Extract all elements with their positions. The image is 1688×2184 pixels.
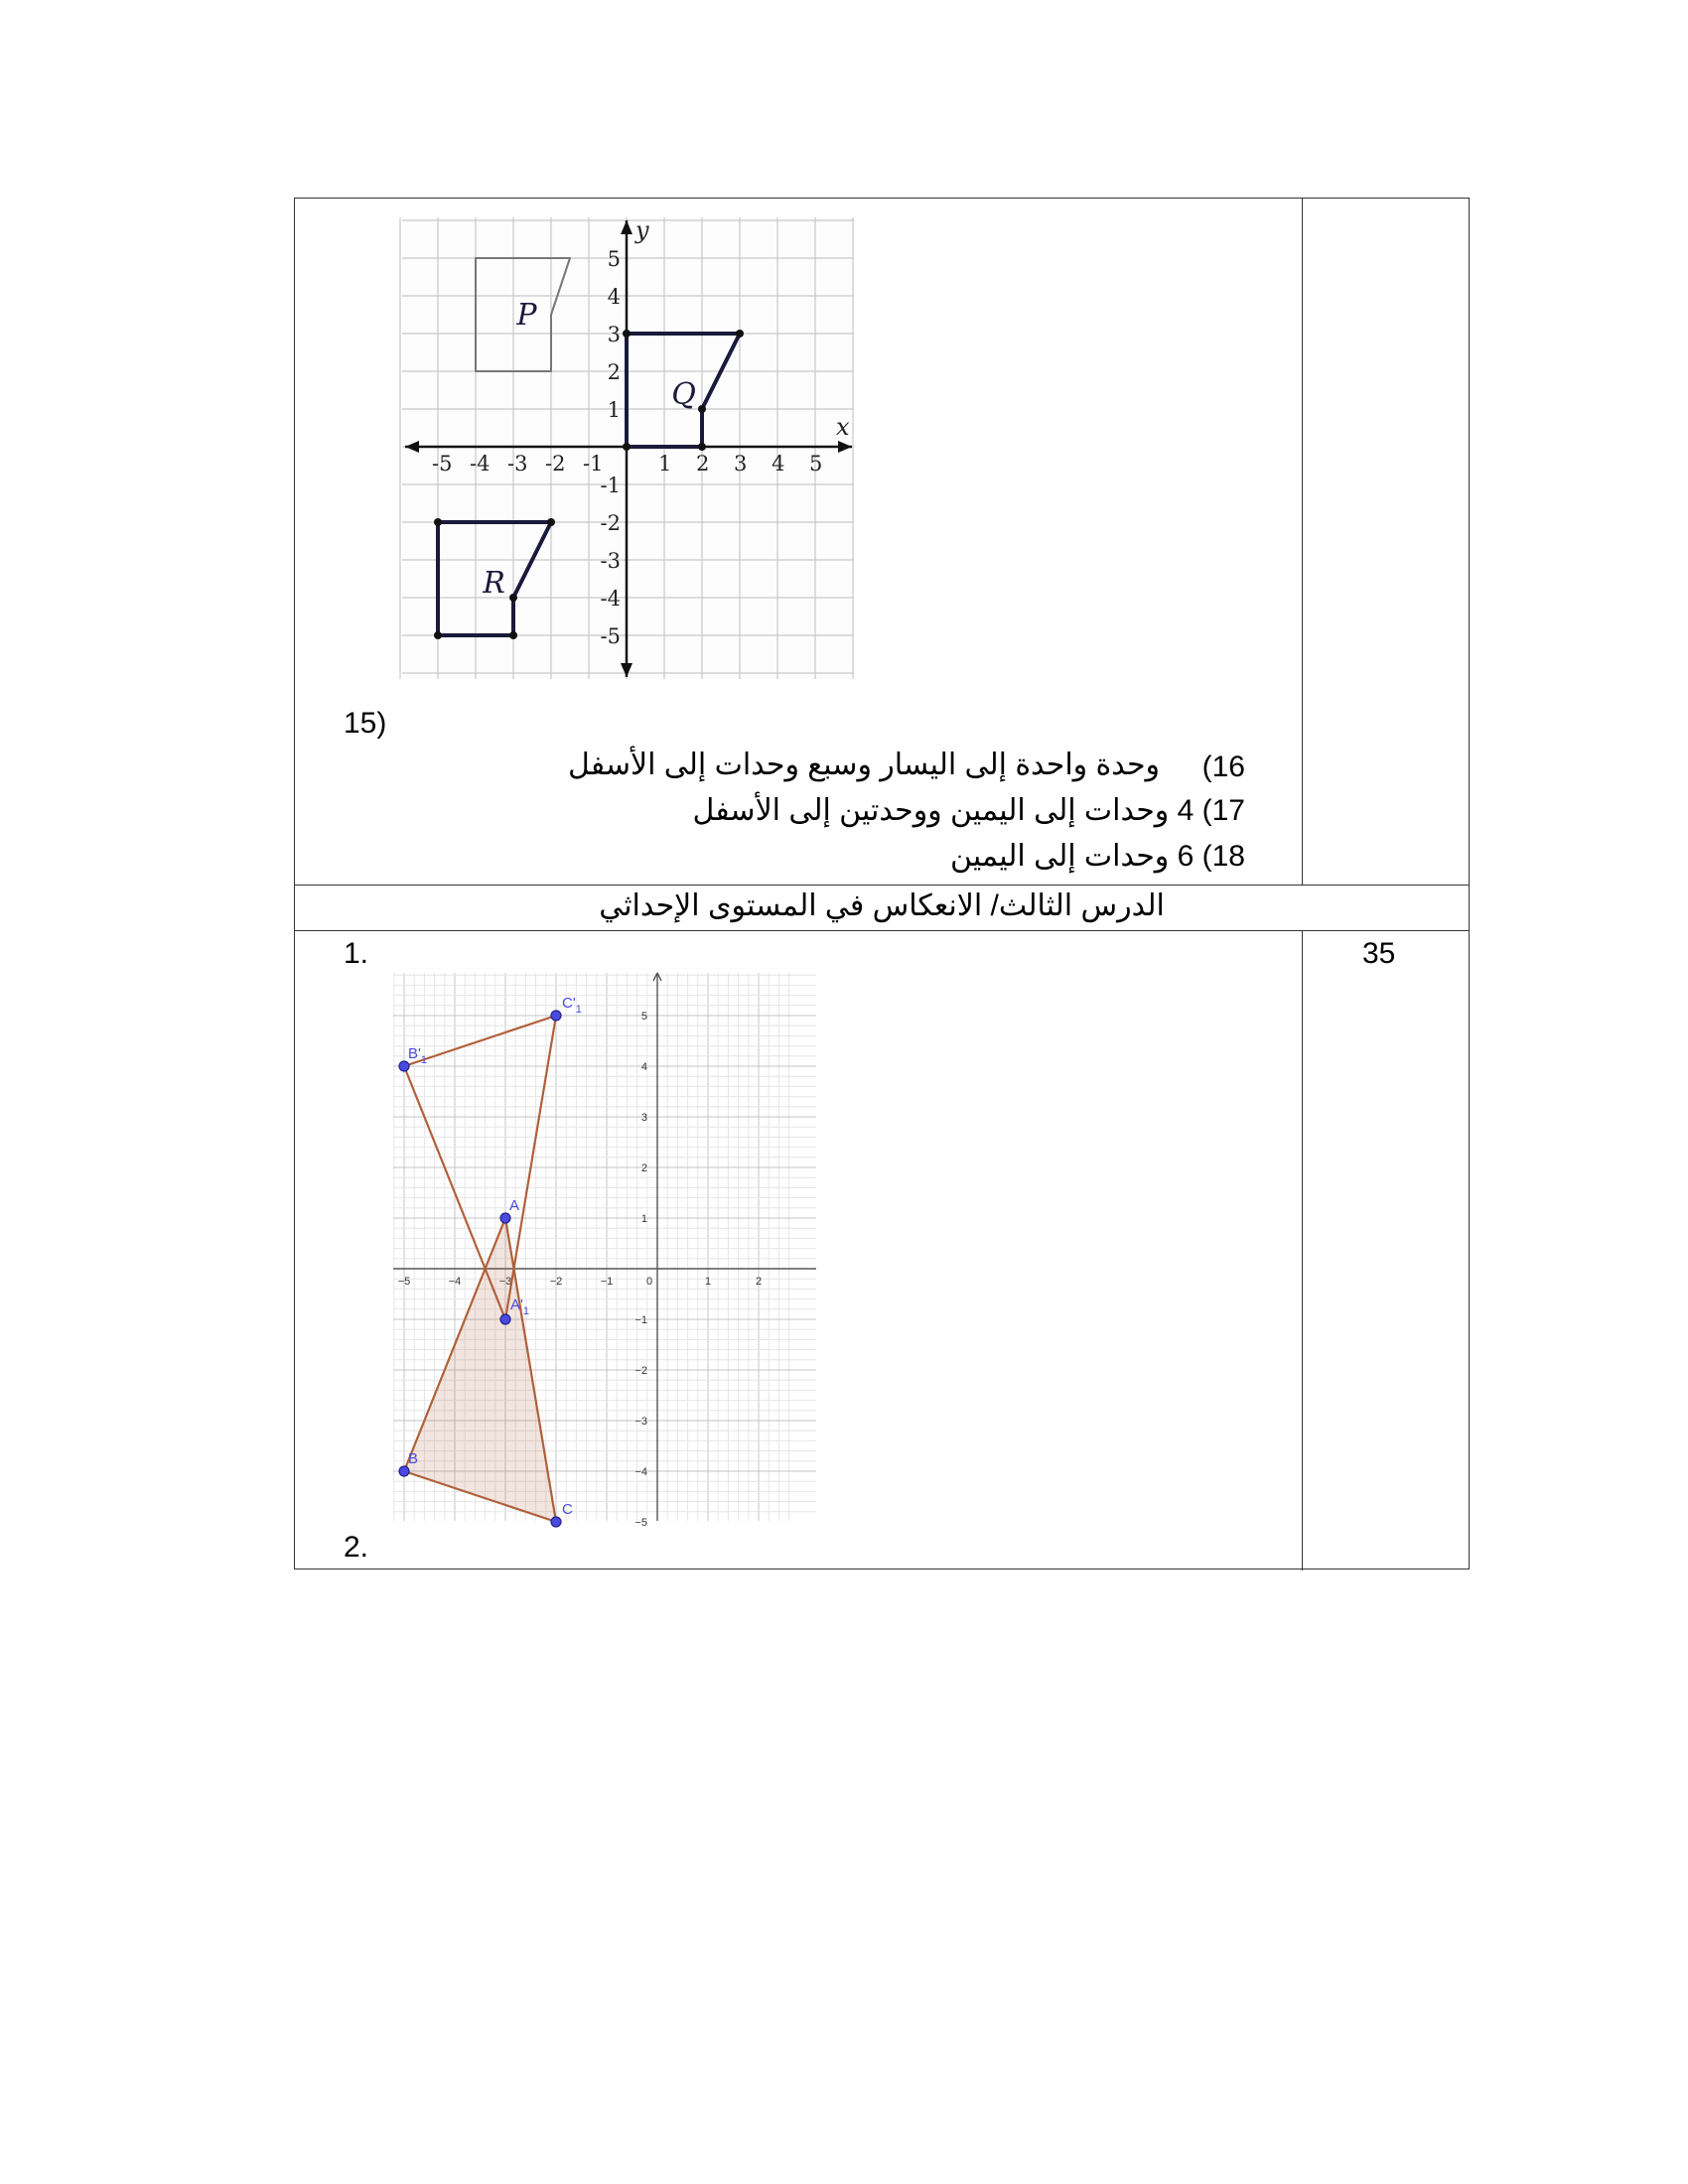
y-tick-label: −2 (634, 1365, 647, 1377)
x-tick-label: -4 (470, 452, 491, 476)
y-tick-label: −1 (634, 1314, 647, 1326)
y-tick-label: 3 (640, 1112, 647, 1124)
y-tick-label: 5 (640, 1011, 647, 1023)
vertex-point (399, 1061, 409, 1071)
label-b-prime: $B'_1$ (408, 1045, 427, 1066)
translation-graph (397, 212, 864, 684)
x-tick-label: 1 (704, 1276, 712, 1288)
label-a-prime: $A'_1$ (510, 1297, 529, 1317)
vertex-point (399, 1466, 409, 1476)
label-b: B (408, 1450, 419, 1467)
vertex-dot (509, 594, 517, 602)
table-column-divider (1302, 930, 1303, 1570)
vertex-dot (698, 405, 706, 413)
table-column-divider (1302, 199, 1303, 885)
y-tick-label: 4 (640, 1061, 647, 1073)
section-title: الدرس الثالث/ الانعكاس في المستوى الإحداثي (599, 889, 1165, 922)
x-tick-label: −2 (549, 1276, 563, 1288)
y-tick-label: -5 (600, 624, 621, 648)
label-a: A (509, 1197, 520, 1214)
x-tick-label: 0 (645, 1276, 653, 1288)
shape-label-p: P (516, 298, 537, 333)
y-tick-label: −3 (634, 1416, 647, 1428)
x-tick-label: 2 (696, 452, 710, 476)
label-c-prime: $C'_1$ (562, 995, 582, 1016)
item-2-label: 2. (344, 1531, 369, 1564)
vertex-point (500, 1314, 510, 1324)
vertex-dot (434, 631, 442, 639)
y-axis-label: y (635, 216, 649, 244)
item-1-label: 1. (344, 937, 369, 970)
x-tick-label: 3 (734, 452, 748, 476)
y-tick-label: -2 (600, 511, 621, 535)
y-tick-label: 2 (607, 360, 621, 384)
vertex-point (500, 1213, 510, 1223)
vertex-dot (434, 518, 442, 526)
x-tick-label: −1 (600, 1276, 614, 1288)
item-15-label: 15) (344, 707, 387, 740)
vertex-dot (623, 443, 631, 451)
x-tick-label: 1 (658, 452, 672, 476)
x-tick-label: −5 (397, 1276, 411, 1288)
vertex-dot (547, 518, 555, 526)
x-axis-label: x (836, 413, 850, 441)
y-tick-label: 1 (640, 1213, 647, 1225)
x-tick-label: 5 (809, 452, 823, 476)
y-tick-label: -1 (600, 474, 621, 497)
x-tick-label: 4 (772, 452, 785, 476)
y-tick-label: −4 (634, 1466, 647, 1478)
x-tick-label: −4 (448, 1276, 462, 1288)
vertex-dot (736, 330, 744, 338)
vertex-point (551, 1011, 561, 1021)
vertex-dot (509, 631, 517, 639)
y-tick-label: -3 (600, 549, 621, 573)
table-row-divider (295, 930, 1469, 931)
vertex-dot (698, 443, 706, 451)
x-tick-label: -1 (583, 452, 604, 476)
vertex-dot (623, 330, 631, 338)
y-tick-label: 5 (607, 247, 621, 271)
x-tick-label: -3 (507, 452, 528, 476)
x-tick-label: -5 (432, 452, 453, 476)
label-c: C (562, 1501, 573, 1518)
y-tick-label: 4 (607, 285, 621, 309)
y-tick-label: 1 (607, 398, 621, 422)
y-tick-label: 3 (607, 323, 621, 346)
x-tick-label: 2 (755, 1276, 763, 1288)
shape-label-q: Q (671, 376, 696, 412)
vertex-point (551, 1517, 561, 1527)
y-tick-label: −5 (634, 1517, 647, 1529)
shape-label-r: R (483, 565, 505, 601)
item-18-text: 18) 6 وحدات إلى اليمين (950, 840, 1245, 873)
reflection-graph (393, 973, 816, 1529)
table-row-divider (295, 885, 1469, 886)
x-tick-label: -2 (545, 452, 566, 476)
item-16-text: وحدة واحدة إلى اليسار وسبع وحدات إلى الأسفل (567, 749, 1160, 781)
y-tick-label: 2 (640, 1162, 647, 1174)
y-tick-label: -4 (600, 587, 621, 611)
item-16-number: 16) (1201, 751, 1245, 783)
page-number: 35 (1362, 937, 1396, 970)
item-17-text: 17) 4 وحدات إلى اليمين ووحدتين إلى الأسفل (692, 794, 1245, 827)
